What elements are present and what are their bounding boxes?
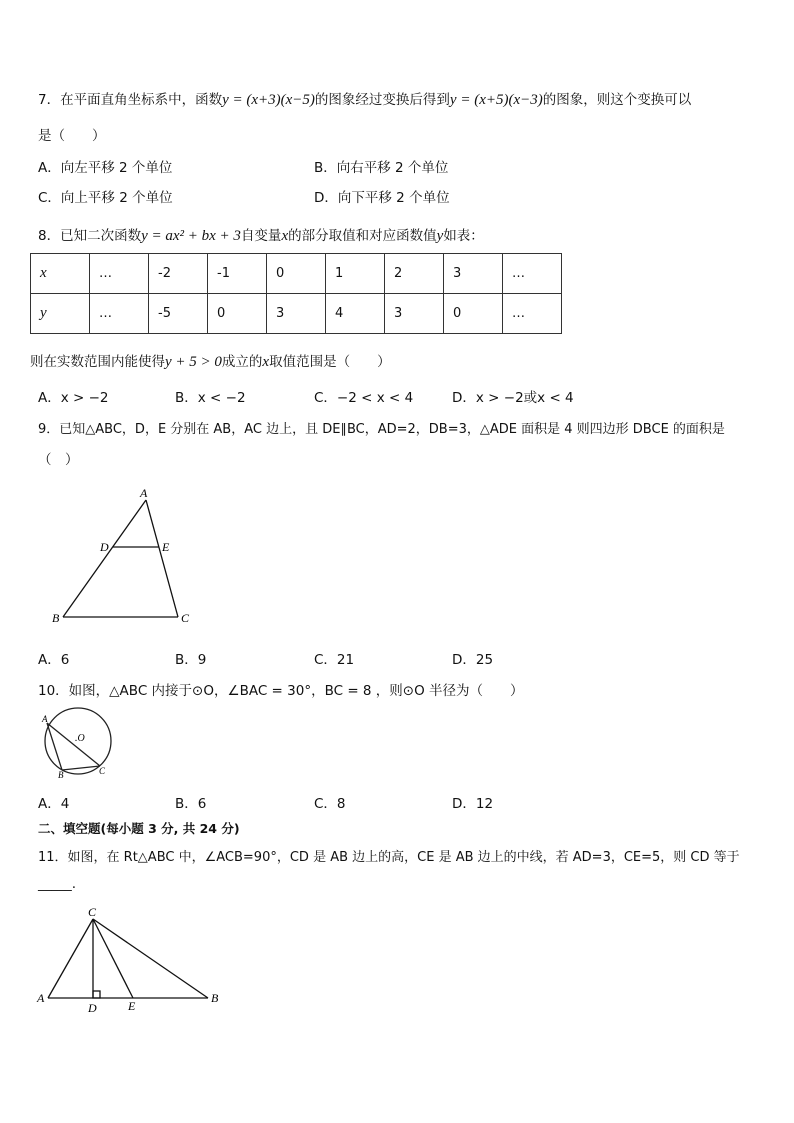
table-cell: 3 [385, 294, 444, 334]
q7-line2: 是（ ） [38, 128, 106, 144]
q9-text: 9．已知△ABC，D，E 分别在 AB，AC 边上，且 DE∥BC，AD=2，DB=3，△ADE 面积是 4 则四边形 DBCE 的面积是 [38, 422, 725, 437]
table-cell: 4 [326, 294, 385, 334]
q8-var-x: x [281, 228, 289, 244]
q8-q-text-2: 成立的 [221, 354, 263, 370]
q8-q-text-1: 则在实数范围内能使得 [30, 354, 165, 370]
table-cell: … [503, 294, 562, 334]
q7-text-3: 的图象，则这个变换可以 [542, 92, 692, 108]
q7-option-d[interactable]: D．向下平移 2 个单位 [314, 190, 450, 206]
table-cell: 1 [326, 254, 385, 294]
q9-option-b[interactable]: B．9 [175, 652, 207, 668]
table-cell: … [90, 294, 149, 334]
q7-number: 7． [38, 92, 61, 108]
table-cell: 0 [267, 254, 326, 294]
q9-label-a: A [140, 486, 148, 500]
q11-text: 11．如图，在 Rt△ABC 中，∠ACB=90°，CD 是 AB 边上的高，CE 是 AB 边上的中线，若 AD=3，CE=5，则 CD 等于 [38, 850, 740, 865]
table-cell: 3 [444, 254, 503, 294]
q9-label-d: D [100, 540, 109, 554]
q8-text-2: 自变量 [240, 228, 282, 244]
q11-label-b: B [211, 991, 219, 1005]
q9-option-d[interactable]: D．25 [452, 652, 494, 668]
q10-label-a: A [42, 714, 48, 724]
table-cell: 0 [208, 294, 267, 334]
q11-label-e: E [128, 999, 136, 1013]
q11-side-ac [48, 919, 93, 998]
q9-label-b: B [52, 611, 60, 625]
q9-paren: （ ） [38, 452, 79, 468]
q8-q-var: x [262, 354, 270, 370]
q9-option-a[interactable]: A．6 [38, 652, 70, 668]
q10-label-b: B [58, 770, 64, 780]
section-heading: 二、填空题(每小题 3 分, 共 24 分) [38, 821, 240, 836]
q9-label-e: E [162, 540, 170, 554]
q10-option-a[interactable]: A．4 [38, 796, 70, 812]
table-cell: … [503, 254, 562, 294]
q11-blank[interactable]: _____. [38, 876, 77, 892]
q10-option-c[interactable]: C．8 [314, 796, 346, 812]
q11-label-c: C [88, 905, 97, 919]
q8-q-text-3: 取值范围是（ ） [269, 354, 391, 370]
table-cell: -2 [149, 254, 208, 294]
q10-label-o: .O [75, 733, 85, 744]
q8-q-formula: y + 5 > 0 [165, 354, 222, 370]
q9-label-c: C [181, 611, 190, 625]
q7-option-a[interactable]: A．向左平移 2 个单位 [38, 160, 173, 176]
q11-right-angle-mark [93, 991, 100, 998]
q8-text-1: 已知二次函数 [60, 228, 142, 244]
table-cell: -1 [208, 254, 267, 294]
q8-formula: y = ax² + bx + 3 [141, 228, 241, 244]
q7-text-2: 的图象经过变换后得到 [314, 92, 450, 108]
q11-label-d: D [88, 1001, 97, 1015]
q8-number: 8． [38, 228, 61, 244]
q10-option-d[interactable]: D．12 [452, 796, 494, 812]
q7-option-c[interactable]: C．向上平移 2 个单位 [38, 190, 173, 206]
table-cell: 3 [267, 294, 326, 334]
q8-text-4: 如表： [443, 228, 484, 244]
q9-option-c[interactable]: C．21 [314, 652, 355, 668]
q8-var-y: y [436, 228, 444, 244]
q7-text-1: 在平面直角坐标系中，函数 [60, 92, 223, 108]
q8-option-d[interactable]: D．x > −2或x < 4 [452, 390, 574, 406]
table-cell: 2 [385, 254, 444, 294]
q7-option-b[interactable]: B．向右平移 2 个单位 [314, 160, 449, 176]
q8-option-c[interactable]: C．−2 < x < 4 [314, 390, 414, 406]
q10-text: 10．如图，△ABC 内接于⊙O，∠BAC = 30°，BC = 8 ，则⊙O 半径为（ ） [38, 683, 524, 699]
q7-formula-1: y = (x+3)(x−5) [222, 92, 315, 108]
q11-label-a: A [37, 991, 45, 1005]
table-cell: x [31, 254, 90, 294]
q11-side-bc [93, 919, 208, 998]
q8-option-a[interactable]: A．x > −2 [38, 390, 109, 406]
table-cell: y [31, 294, 90, 334]
table-cell: … [90, 254, 149, 294]
q11-median-ce [93, 919, 133, 998]
q8-option-b[interactable]: B．x < −2 [175, 390, 246, 406]
q8-text-3: 的部分取值和对应函数值 [288, 228, 437, 244]
table-cell: 0 [444, 294, 503, 334]
q10-label-c: C [99, 766, 106, 776]
q10-option-b[interactable]: B．6 [175, 796, 207, 812]
q7-formula-2: y = (x+5)(x−3) [449, 92, 543, 108]
table-cell: -5 [149, 294, 208, 334]
